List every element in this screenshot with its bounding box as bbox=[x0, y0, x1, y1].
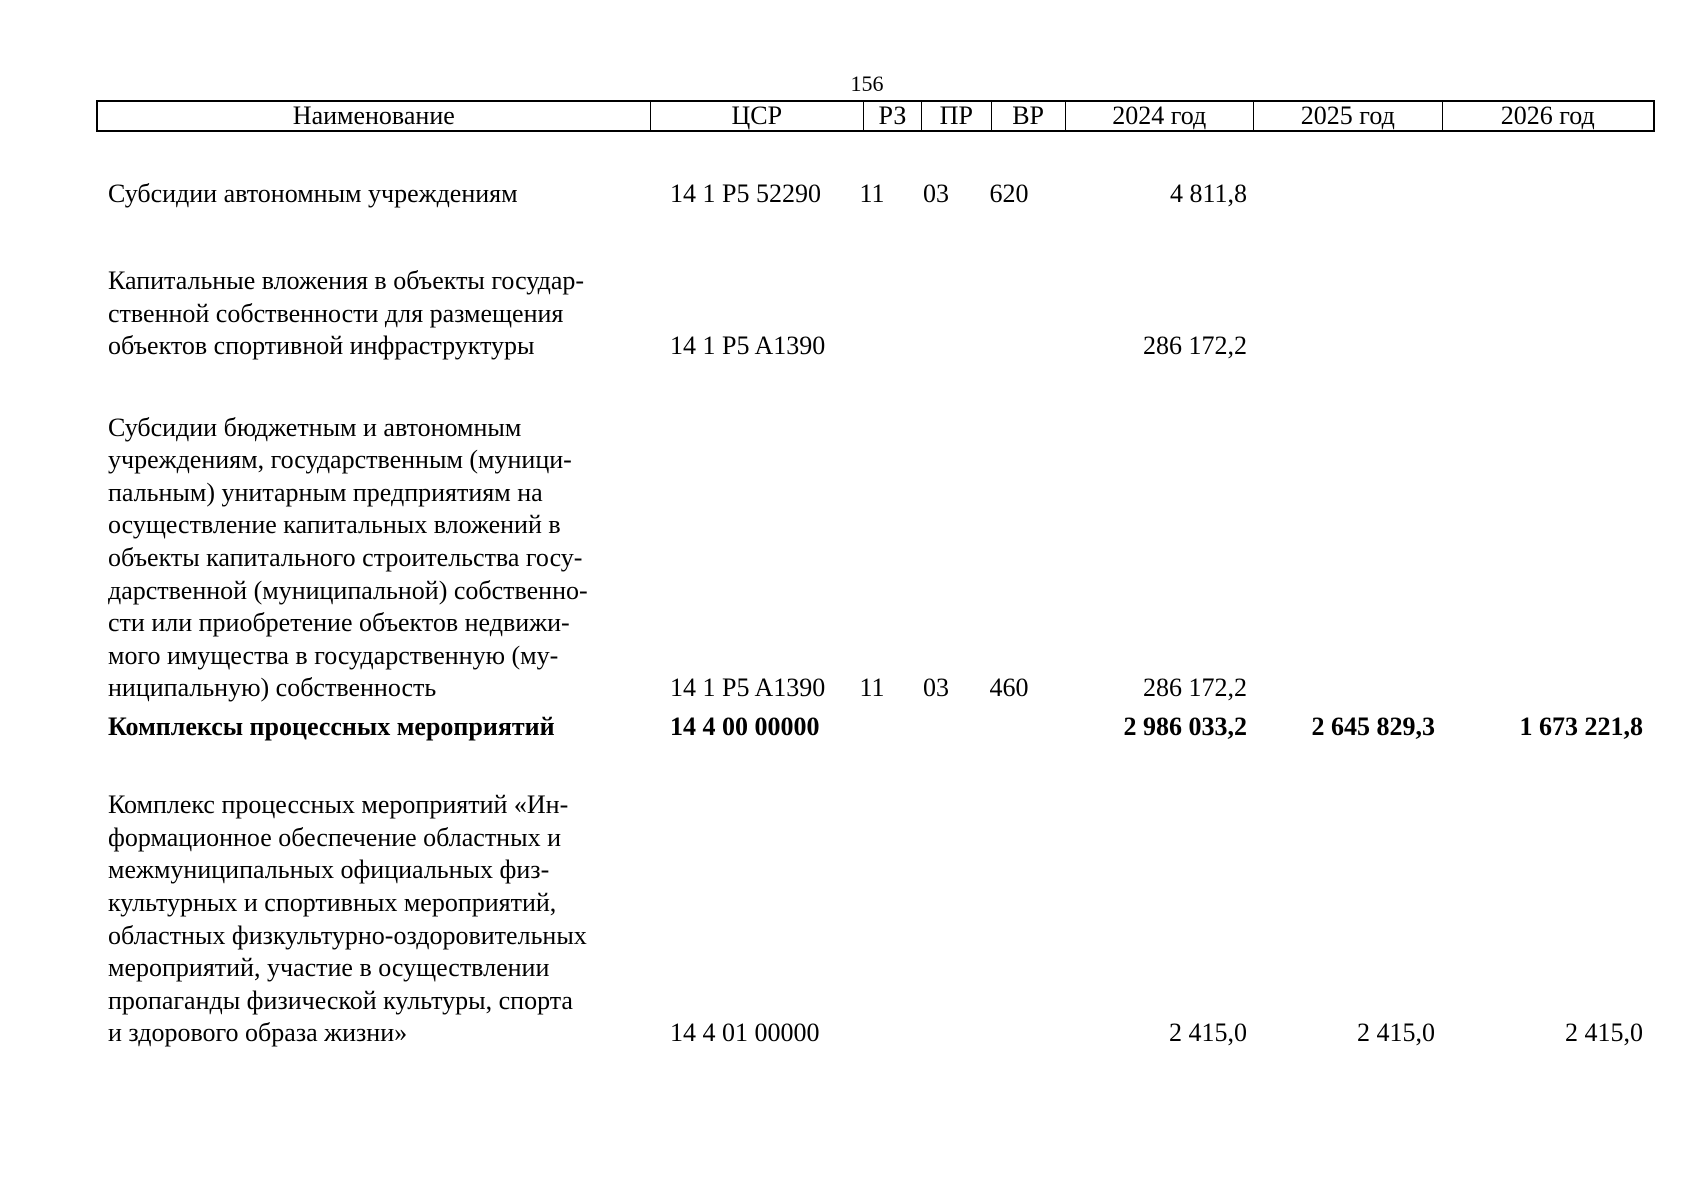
row-2024: 286 172,2 bbox=[1143, 673, 1247, 703]
row-2024: 2 415,0 bbox=[1169, 1018, 1247, 1048]
row-2024: 2 986 033,2 bbox=[1123, 712, 1247, 742]
table-row: Субсидии бюджетным и автономным учреждениям, государственным (муници- пальным) унитарным предприятиям на осуществление капитальных вложений в объекты капитального строительства госу- дарственной (муниципальной) собственно- сти или приобретение объектов недвижи- мого имущества в государственную (му- ниципальную) собственность 14 1 P5 A1390 11 03 460 286 172,2 bbox=[96, 0, 1655, 705]
row-csr: 14 1 P5 A1390 bbox=[670, 673, 826, 703]
header-vr: ВР bbox=[992, 102, 1066, 130]
row-2025: 2 415,0 bbox=[1357, 1018, 1435, 1048]
header-pr: ПР bbox=[922, 102, 992, 130]
header-csr: ЦСР bbox=[651, 102, 864, 130]
table-row bbox=[96, 0, 1655, 1050]
row-name: Капитальные вложения в объекты государ- ственной собственности для размещения объектов спортивной инфраструктуры bbox=[108, 266, 585, 361]
header-name: Наименование bbox=[98, 102, 651, 130]
row-2025: 2 645 829,3 bbox=[1311, 712, 1435, 742]
header-2026: 2026 год bbox=[1500, 101, 1595, 130]
row-csr: 14 1 P5 A1390 bbox=[670, 331, 826, 361]
row-2024: 286 172,2 bbox=[1143, 331, 1247, 361]
page-number: 156 bbox=[850, 71, 884, 96]
row-name: Субсидии бюджетным и автономным учреждениям, государственным (муници- пальным) унитарным предприятиям на осуществление капитальных вложений в объекты капитального строительства госу- дарственной (муниципальной) собственно- сти или приобретение объектов недвижи- мого имущества в государственную (му- ниципальную) собственность bbox=[108, 412, 588, 703]
table-row: Субсидии автономным учреждениям 14 1 P5 52290 11 03 620 4 811,8 bbox=[96, 0, 1655, 211]
row-csr: 14 1 P5 52290 bbox=[670, 179, 821, 209]
row-csr: 14 4 00 00000 bbox=[670, 712, 820, 742]
row-2024: 4 811,8 bbox=[1169, 179, 1247, 209]
row-name: Комплексы процессных мероприятий bbox=[108, 712, 555, 742]
row-csr: 14 4 01 00000 bbox=[670, 1018, 820, 1048]
row-2026: 1 673 221,8 bbox=[1519, 712, 1643, 742]
header-2024: 2024 год bbox=[1066, 102, 1255, 130]
header-2025: 2025 год bbox=[1254, 102, 1443, 130]
row-name: Субсидии автономным учреждениям bbox=[108, 179, 518, 209]
header-rz: РЗ bbox=[864, 102, 922, 130]
row-2026: 2 415,0 bbox=[1565, 1018, 1643, 1048]
row-name: Комплекс процессных мероприятий «Ин- формационное обеспечение областных и межмуниципальных официальных физ- культурных и спортивных мероприятий, областных физкультурно-оздоровительных мероприятий, участие в осуществлении пропаганды физической культуры, спорта и здорового образа жизни» bbox=[108, 790, 587, 1048]
